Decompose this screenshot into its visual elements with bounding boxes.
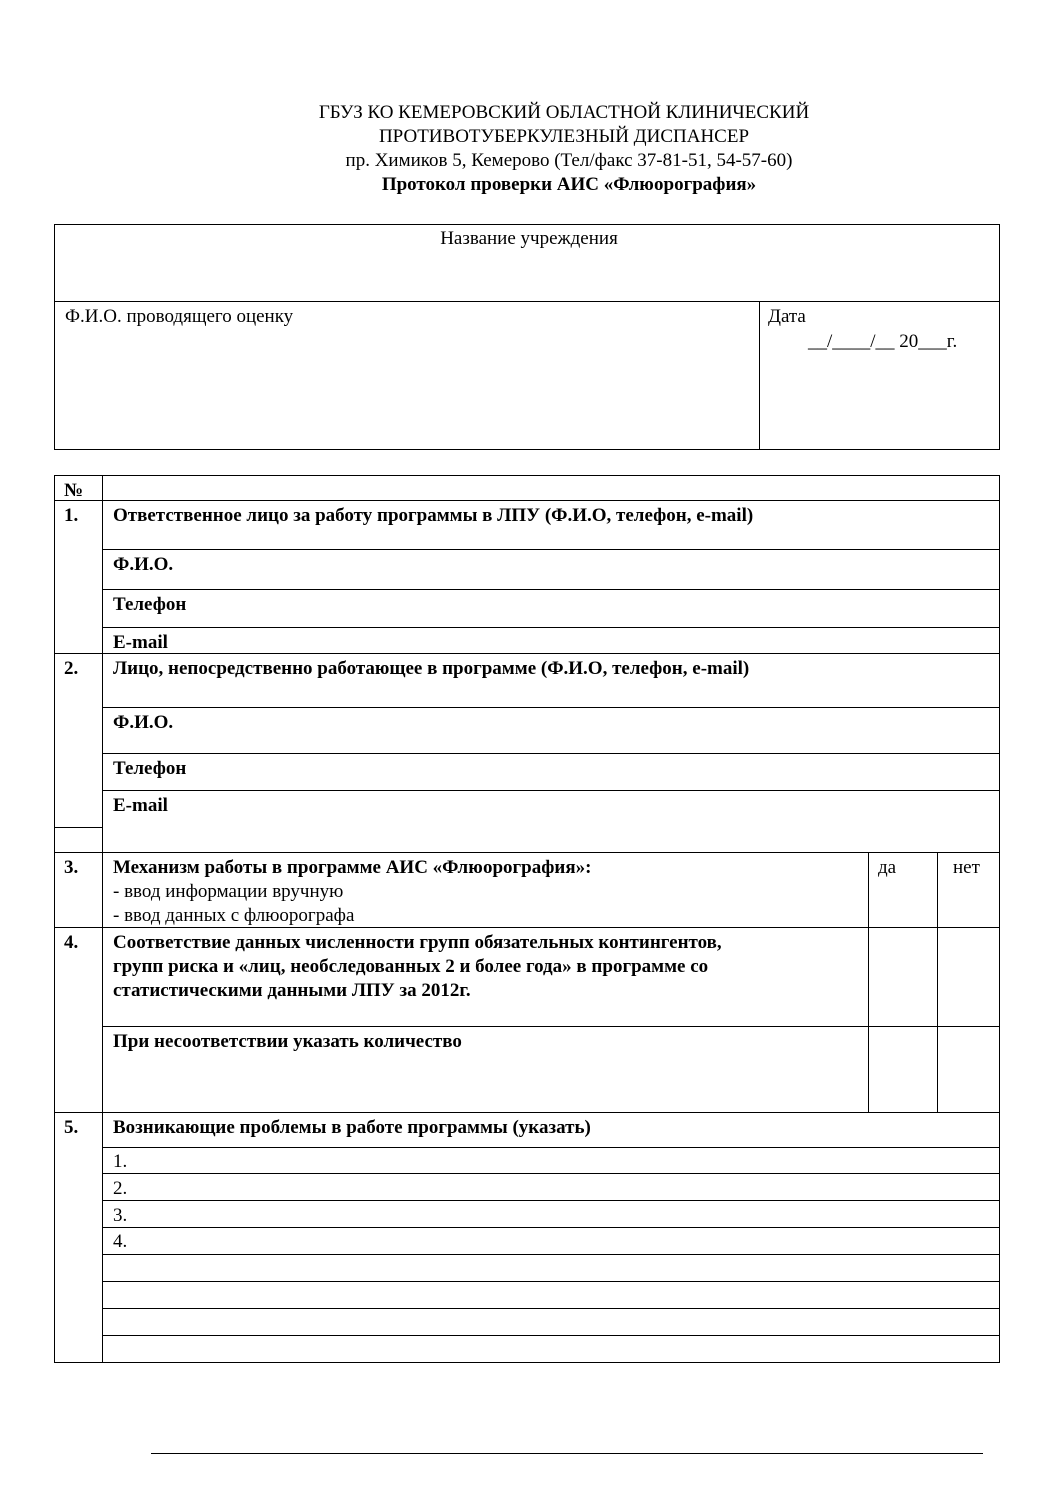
subrow-divider — [102, 707, 1000, 708]
row-divider — [54, 653, 1000, 654]
subrow-divider — [102, 1308, 1000, 1309]
field-label-phone[interactable]: Телефон — [113, 594, 187, 615]
mismatch-count-label[interactable]: При несоответствии указать количество — [113, 1031, 462, 1052]
subrow-divider — [102, 549, 1000, 550]
section-title: Возникающие проблемы в работе программы (указать) — [113, 1117, 591, 1138]
subrow-divider — [102, 1335, 1000, 1336]
section-number: 2. — [64, 658, 79, 679]
list-item: - ввод информации вручную — [113, 881, 344, 902]
subrow-divider — [102, 1227, 1000, 1228]
problem-row[interactable]: 1. — [113, 1151, 128, 1172]
subrow-divider — [102, 753, 1000, 754]
row-divider — [54, 500, 1000, 501]
subrow-divider — [102, 1281, 1000, 1282]
section-number: 5. — [64, 1117, 79, 1138]
info-divider — [54, 301, 1000, 302]
problem-row[interactable]: 4. — [113, 1231, 128, 1252]
org-address: пр. Химиков 5, Кемерово (Тел/факс 37-81-51, 54-57-60) — [345, 150, 793, 171]
yes-column-divider — [868, 852, 869, 1112]
section-number: 1. — [64, 505, 79, 526]
field-label-phone[interactable]: Телефон — [113, 758, 187, 779]
subrow-divider — [102, 1173, 1000, 1174]
field-label-fio[interactable]: Ф.И.О. — [113, 554, 174, 575]
subrow-divider — [102, 1026, 1000, 1027]
section-number: 3. — [64, 857, 79, 878]
evaluator-label[interactable]: Ф.И.О. проводящего оценку — [65, 306, 294, 327]
no-column-header: нет — [953, 857, 980, 878]
yes-column-header: да — [878, 857, 897, 878]
num-column-divider — [102, 475, 103, 1363]
document-header — [0, 101, 1058, 197]
date-label: Дата — [768, 306, 806, 327]
field-label-fio[interactable]: Ф.И.О. — [113, 712, 174, 733]
row-divider — [54, 1112, 1000, 1113]
field-label-email[interactable]: E-mail — [113, 795, 168, 816]
institution-label: Название учреждения — [440, 228, 618, 249]
info-divider-vertical — [759, 301, 760, 450]
section-number: 4. — [64, 932, 79, 953]
problem-row[interactable]: 3. — [113, 1205, 128, 1226]
footer-rule — [151, 1453, 983, 1454]
subrow-divider — [102, 1147, 1000, 1148]
section-text-line: статистическими данными ЛПУ за 2012г. — [113, 980, 471, 1001]
subrow-divider — [102, 627, 1000, 628]
date-field[interactable]: __/____/__ 20___г. — [808, 331, 958, 352]
row-divider — [54, 852, 1000, 853]
num-header: № — [64, 480, 84, 501]
section-text-line: Соответствие данных численности групп обязательных контингентов, — [113, 932, 722, 953]
document-title: Протокол проверки АИС «Флюорография» — [381, 174, 757, 195]
section-title: Ответственное лицо за работу программы в ЛПУ (Ф.И.О, телефон, e-mail) — [113, 505, 754, 526]
section-title: Механизм работы в программе АИС «Флюорография»: — [113, 857, 592, 878]
problem-row[interactable]: 2. — [113, 1178, 128, 1199]
num-cell-divider — [54, 827, 102, 828]
list-item: - ввод данных с флюорографа — [113, 905, 355, 926]
org-name-line2: ПРОТИВОТУБЕРКУЛЕЗНЫЙ ДИСПАНСЕР — [378, 126, 750, 147]
section-title: Лицо, непосредственно работающее в программе (Ф.И.О, телефон, e-mail) — [113, 658, 750, 679]
no-column-divider — [937, 852, 938, 1112]
field-label-email[interactable]: E-mail — [113, 632, 168, 653]
subrow-divider — [102, 790, 1000, 791]
section-text-line: групп риска и «лиц, необследованных 2 и более года» в программе со — [113, 956, 709, 977]
subrow-divider — [102, 1254, 1000, 1255]
org-name-line1: ГБУЗ КО КЕМЕРОВСКИЙ ОБЛАСТНОЙ КЛИНИЧЕСКИЙ — [318, 102, 810, 123]
subrow-divider — [102, 1200, 1000, 1201]
subrow-divider — [102, 589, 1000, 590]
